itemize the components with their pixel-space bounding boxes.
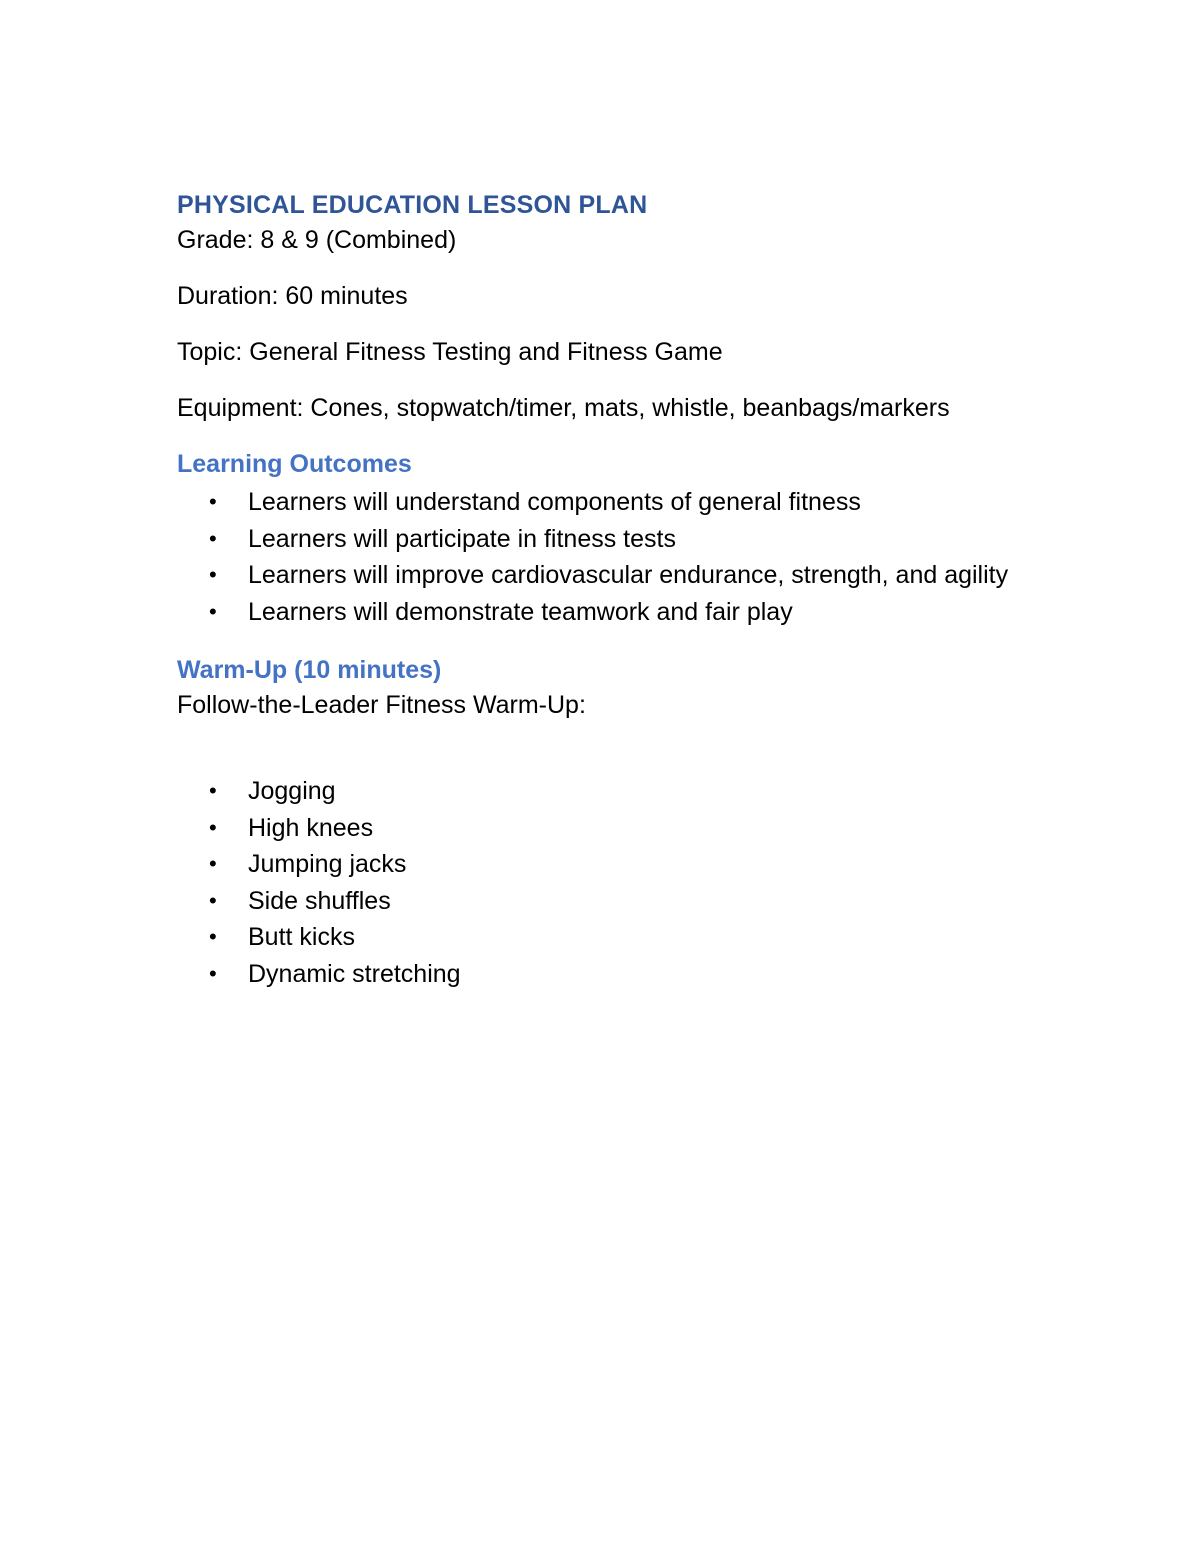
learning-outcomes-list <box>177 484 1137 630</box>
bullet-icon: • <box>209 887 217 913</box>
document-body <box>177 189 1137 992</box>
list-item-text: Jogging <box>248 777 336 805</box>
list-item <box>177 883 1137 920</box>
list-item-text: High knees <box>248 813 374 842</box>
list-item-text: Learners will improve cardiovascular endurance, strength, and agility <box>248 561 1009 589</box>
bullet-icon: • <box>209 924 217 949</box>
bullet-icon: • <box>209 525 217 551</box>
list-item <box>177 521 1137 558</box>
list-item <box>177 557 1137 594</box>
learning-outcomes-heading: Learning Outcomes <box>177 450 412 478</box>
list-item-text: Learners will participate in fitness tests <box>248 524 676 553</box>
list-item-text: Learners will demonstrate teamwork and fair play <box>248 597 793 626</box>
bullet-icon: • <box>209 960 217 986</box>
topic-line: Topic: General Fitness Testing and Fitness Game <box>177 338 723 366</box>
equipment-line: Equipment: Cones, stopwatch/timer, mats, whistle, beanbags/markers <box>177 394 950 422</box>
list-item <box>177 919 1137 956</box>
grade-line: Grade: 8 & 9 (Combined) <box>177 226 457 254</box>
list-item <box>177 810 1137 847</box>
bullet-icon: • <box>209 778 217 803</box>
warm-up-list <box>177 773 1137 992</box>
list-item <box>177 846 1137 883</box>
list-item-text: Jumping jacks <box>248 850 407 878</box>
list-item <box>177 773 1137 810</box>
bullet-icon: • <box>209 598 217 624</box>
duration-line: Duration: 60 minutes <box>177 282 408 310</box>
list-item <box>177 956 1137 993</box>
list-item <box>177 484 1137 521</box>
list-item-text: Butt kicks <box>248 923 355 951</box>
bullet-icon: • <box>209 851 217 876</box>
list-item <box>177 594 1137 631</box>
bullet-icon: • <box>209 562 217 587</box>
list-item-text: Learners will understand components of general fitness <box>248 488 861 516</box>
bullet-icon: • <box>209 814 217 840</box>
list-item-text: Side shuffles <box>248 886 391 915</box>
warm-up-heading: Warm-Up (10 minutes) <box>177 656 442 684</box>
bullet-icon: • <box>209 489 217 514</box>
warm-up-intro: Follow-the-Leader Fitness Warm-Up: <box>177 691 586 719</box>
list-item-text: Dynamic stretching <box>248 959 461 988</box>
document-title: PHYSICAL EDUCATION LESSON PLAN <box>177 191 648 219</box>
